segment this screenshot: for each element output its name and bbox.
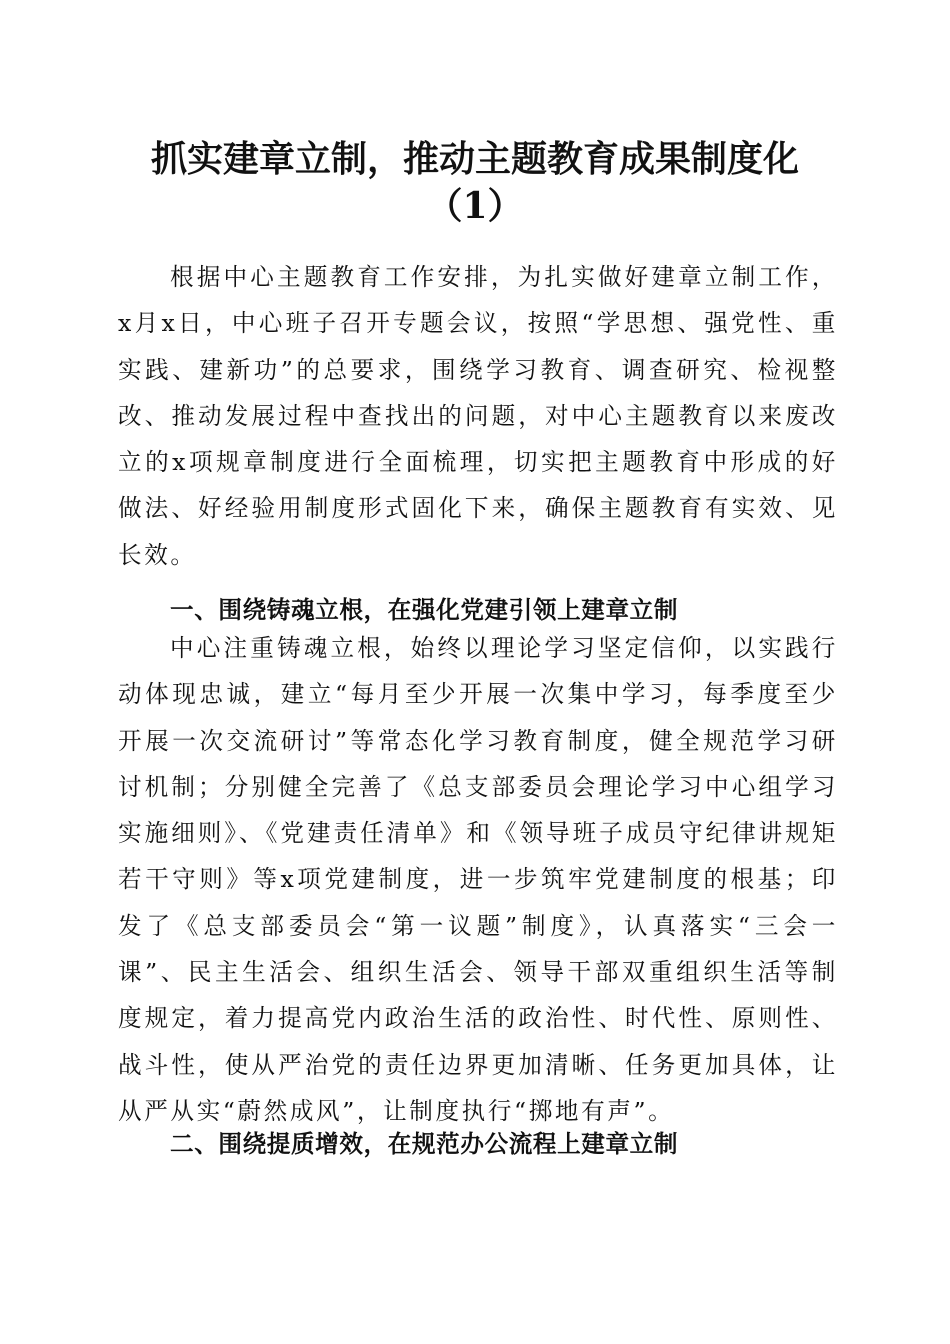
document-title: 抓实建章立制，推动主题教育成果制度化 xyxy=(150,138,799,180)
document-title-part-number: （1） xyxy=(426,185,524,227)
section-heading-2: 二、围绕提质增效，在规范办公流程上建章立制 xyxy=(170,1130,679,1158)
section-heading-1: 一、围绕铸魂立根，在强化党建引领上建章立制 xyxy=(170,596,679,624)
section-1-paragraph: 中心注重铸魂立根，始终以理论学习坚定信仰，以实践行动体现忠诚，建立“每月至少开展一次集中学习，每季度至少开展一次交流研讨”等常态化学习教育制度，健全规范学习研讨机制；分别健全完善了《总支部委员会理论学习中心组学习实施细则》、《党建责任清单》和《领导班子成员守纪律讲规矩若干守则》等x项党建制度，进一步筑牢党建制度的根基；印发了《总支部委员会“第一议题”制度》，认真落实“三会一课”、民主生活会、组织生活会、领导干部双重组织生活等制度规定，着力提高党内政治生活的政治性、时代性、原则性、战斗性，使从严治党的责任边界更加清晰、任务更加具体，让从严从实“蔚然成风”，让制度执行“掷地有声”。 xyxy=(118,634,838,1125)
intro-paragraph: 根据中心主题教育工作安排，为扎实做好建章立制工作，x月x日，中心班子召开专题会议，按照“学思想、强党性、重实践、建新功”的总要求，围绕学习教育、调查研究、检视整改、推动发展过程中查找出的问题，对中心主题教育以来废改立的x项规章制度进行全面梳理，切实把主题教育中形成的好做法、好经验用制度形式固化下来，确保主题教育有实效、见长效。 xyxy=(118,263,838,569)
